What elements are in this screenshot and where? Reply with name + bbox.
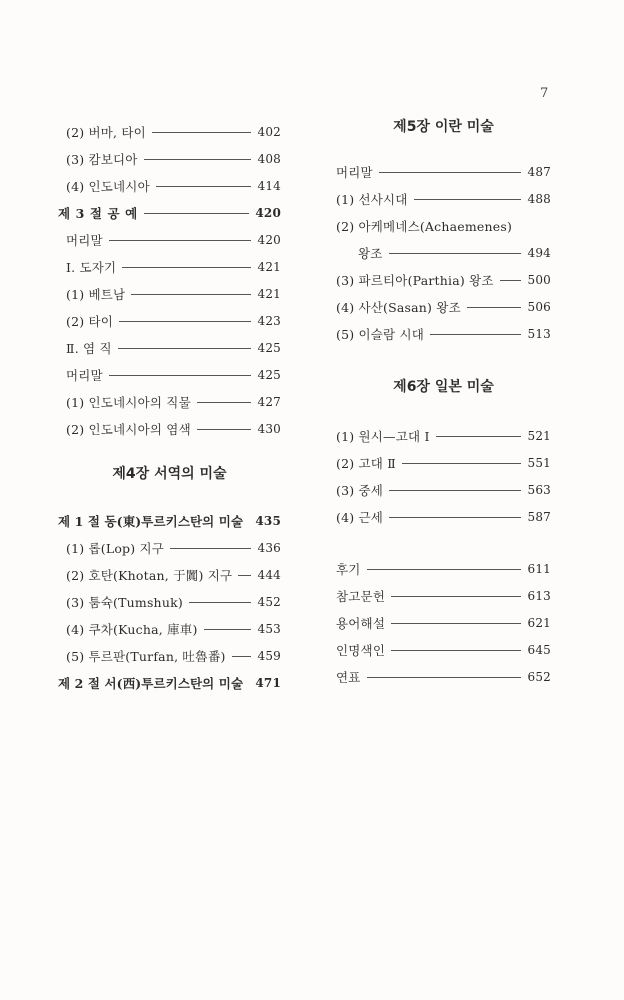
toc-section-heading xyxy=(58,199,281,226)
toc-entry xyxy=(336,449,551,476)
toc-entry-label: (2) 인도네시아의 염색 xyxy=(66,421,191,437)
toc-entry-page: 420 xyxy=(255,205,281,220)
toc-entry-page: 436 xyxy=(257,540,281,555)
dot-leader xyxy=(500,280,522,281)
back-matter-toc xyxy=(336,555,551,690)
toc-entry-label: 제 2 절 서(西)투르키스탄의 미술 xyxy=(58,675,244,691)
toc-entry xyxy=(58,615,281,642)
dot-leader xyxy=(238,575,251,576)
toc-entry xyxy=(58,280,281,307)
toc-entry-label: (4) 쿠차(Kucha, 庫車) xyxy=(66,621,198,637)
dot-leader xyxy=(436,436,522,437)
toc-entry-label: (2) 아케메네스(Achaemenes) xyxy=(336,218,513,234)
dot-leader xyxy=(109,240,252,241)
toc-entry-page: 488 xyxy=(527,191,551,206)
toc-entry-label: (2) 고대 Ⅱ xyxy=(336,455,396,471)
toc-entry xyxy=(336,185,551,212)
toc-entry xyxy=(336,503,551,530)
toc-entry-label: 왕조 xyxy=(358,245,383,261)
toc-entry xyxy=(336,212,551,239)
dot-leader xyxy=(391,650,521,651)
dot-leader xyxy=(122,267,251,268)
toc-entry xyxy=(58,253,281,280)
toc-entry-label: (2) 호탄(Khotan, 于闐) 지구 xyxy=(66,567,233,583)
toc-entry-page: 452 xyxy=(257,594,281,609)
dot-leader xyxy=(119,321,251,322)
chapter5-toc xyxy=(336,158,551,347)
toc-entry xyxy=(58,145,281,172)
dot-leader xyxy=(391,623,521,624)
toc-entry xyxy=(336,266,551,293)
dot-leader xyxy=(170,548,251,549)
toc-entry-page: 621 xyxy=(527,615,551,630)
toc-entry xyxy=(336,636,551,663)
dot-leader xyxy=(197,402,252,403)
toc-entry xyxy=(58,118,281,145)
dot-leader xyxy=(197,429,252,430)
dot-leader xyxy=(367,677,522,678)
toc-entry xyxy=(58,226,281,253)
toc-entry-label: (1) 선사시대 xyxy=(336,191,408,207)
toc-entry-label: (5) 투르판(Turfan, 吐魯番) xyxy=(66,648,226,664)
toc-entry-page: 563 xyxy=(527,482,551,497)
toc-entry xyxy=(58,642,281,669)
toc-entry xyxy=(58,534,281,561)
dot-leader xyxy=(144,213,250,214)
toc-entry-label: (3) 캄보디아 xyxy=(66,151,138,167)
toc-entry-page: 453 xyxy=(257,621,281,636)
toc-entry-label: (1) 베트남 xyxy=(66,286,126,302)
toc-entry-page: 435 xyxy=(255,513,281,528)
dot-leader xyxy=(414,199,522,200)
toc-entry xyxy=(58,361,281,388)
toc-entry-page: 471 xyxy=(255,675,281,690)
dot-leader xyxy=(131,294,251,295)
toc-entry-page: 421 xyxy=(257,259,281,274)
toc-entry-page: 611 xyxy=(527,561,551,576)
toc-entry xyxy=(336,320,551,347)
toc-entry-page: 500 xyxy=(527,272,551,287)
toc-entry-page: 425 xyxy=(257,340,281,355)
dot-leader xyxy=(391,596,521,597)
toc-entry-page: 444 xyxy=(257,567,281,582)
dot-leader xyxy=(109,375,252,376)
toc-entry xyxy=(336,293,551,320)
toc-entry-label: (2) 버마, 타이 xyxy=(66,124,146,140)
dot-leader xyxy=(204,629,252,630)
chapter6-toc xyxy=(336,422,551,530)
toc-entry-page: 427 xyxy=(257,394,281,409)
toc-entry-label: 연표 xyxy=(336,669,361,685)
toc-entry-label: 머리말 xyxy=(66,367,103,383)
toc-entry-page: 430 xyxy=(257,421,281,436)
chapter-title: 제5장 이란 미술 xyxy=(393,119,494,135)
toc-entry xyxy=(58,588,281,615)
toc-entry-label: (2) 타이 xyxy=(66,313,114,329)
toc-entry-page: 652 xyxy=(527,669,551,684)
toc-entry-page: 487 xyxy=(527,164,551,179)
toc-entry-label: (3) 파르티아(Parthia) 왕조 xyxy=(336,272,494,288)
dot-leader xyxy=(144,159,252,160)
dot-leader xyxy=(402,463,522,464)
dot-leader xyxy=(189,602,252,603)
toc-entry-page: 408 xyxy=(257,151,281,166)
toc-entry xyxy=(58,307,281,334)
toc-entry-label: (1) 롭(Lop) 지구 xyxy=(66,540,165,556)
dot-leader xyxy=(232,656,252,657)
toc-entry-page: 494 xyxy=(527,245,551,260)
toc-entry-page: 506 xyxy=(527,299,551,314)
chapter-title: 제4장 서역의 미술 xyxy=(112,466,227,482)
toc-entry-label: (1) 원시—고대 Ⅰ xyxy=(336,428,430,444)
chapter4-toc xyxy=(58,507,281,696)
toc-entry xyxy=(336,476,551,503)
toc-entry xyxy=(336,158,551,185)
toc-entry-page: 414 xyxy=(257,178,281,193)
toc-entry xyxy=(58,415,281,442)
toc-entry-label: 제 1 절 동(東)투르키스탄의 미술 xyxy=(58,513,244,529)
page-number: 7 xyxy=(540,86,549,101)
toc-entry-page: 551 xyxy=(527,455,551,470)
toc-entry xyxy=(336,239,551,266)
toc-entry xyxy=(336,582,551,609)
toc-entry-page: 613 xyxy=(527,588,551,603)
toc-entry-label: (4) 사산(Sasan) 왕조 xyxy=(336,299,461,315)
toc-entry-page: 645 xyxy=(527,642,551,657)
toc-entry-page: 521 xyxy=(527,428,551,443)
toc-entry xyxy=(336,555,551,582)
toc-entry-label: 제 3 절 공 예 xyxy=(58,205,138,221)
toc-entry xyxy=(336,663,551,690)
dot-leader xyxy=(118,348,252,349)
toc-entry-page: 423 xyxy=(257,313,281,328)
toc-entry-page: 513 xyxy=(527,326,551,341)
toc-entry-page: 402 xyxy=(257,124,281,139)
toc-entry-label: (3) 툼슉(Tumshuk) xyxy=(66,594,183,610)
toc-entry-page: 459 xyxy=(257,648,281,663)
dot-leader xyxy=(389,517,521,518)
toc-entry-label: (4) 인도네시아 xyxy=(66,178,150,194)
toc-entry xyxy=(58,561,281,588)
toc-entry-label: 참고문헌 xyxy=(336,588,386,604)
dot-leader xyxy=(389,253,522,254)
toc-entry-page: 421 xyxy=(257,286,281,301)
toc-entry xyxy=(58,388,281,415)
toc-entry-page: 425 xyxy=(257,367,281,382)
toc-entry-label: 인명색인 xyxy=(336,642,386,658)
toc-entry xyxy=(336,422,551,449)
toc-entry-page: 587 xyxy=(527,509,551,524)
dot-leader xyxy=(367,569,522,570)
chapter-title: 제6장 일본 미술 xyxy=(393,379,494,395)
toc-entry-page: 420 xyxy=(257,232,281,247)
toc-entry-label: Ⅱ. 염 직 xyxy=(66,340,112,356)
toc-entry-label: 머리말 xyxy=(336,164,373,180)
toc-entry-label: (1) 인도네시아의 직물 xyxy=(66,394,191,410)
dot-leader xyxy=(156,186,252,187)
left-column-toc xyxy=(58,118,281,442)
dot-leader xyxy=(467,307,522,308)
toc-entry xyxy=(58,172,281,199)
toc-entry-label: 용어해설 xyxy=(336,615,386,631)
toc-entry xyxy=(336,609,551,636)
toc-entry-label: (5) 이슬람 시대 xyxy=(336,326,425,342)
toc-entry-label: (4) 근세 xyxy=(336,509,384,525)
toc-entry-label: Ⅰ. 도자기 xyxy=(66,259,117,275)
toc-section-heading xyxy=(58,507,281,534)
dot-leader xyxy=(379,172,522,173)
dot-leader xyxy=(389,490,521,491)
dot-leader xyxy=(152,132,252,133)
toc-entry-label: 후기 xyxy=(336,561,361,577)
toc-entry xyxy=(58,334,281,361)
toc-entry-label: 머리말 xyxy=(66,232,103,248)
toc-section-heading xyxy=(58,669,281,696)
dot-leader xyxy=(430,334,521,335)
toc-entry-label: (3) 중세 xyxy=(336,482,384,498)
